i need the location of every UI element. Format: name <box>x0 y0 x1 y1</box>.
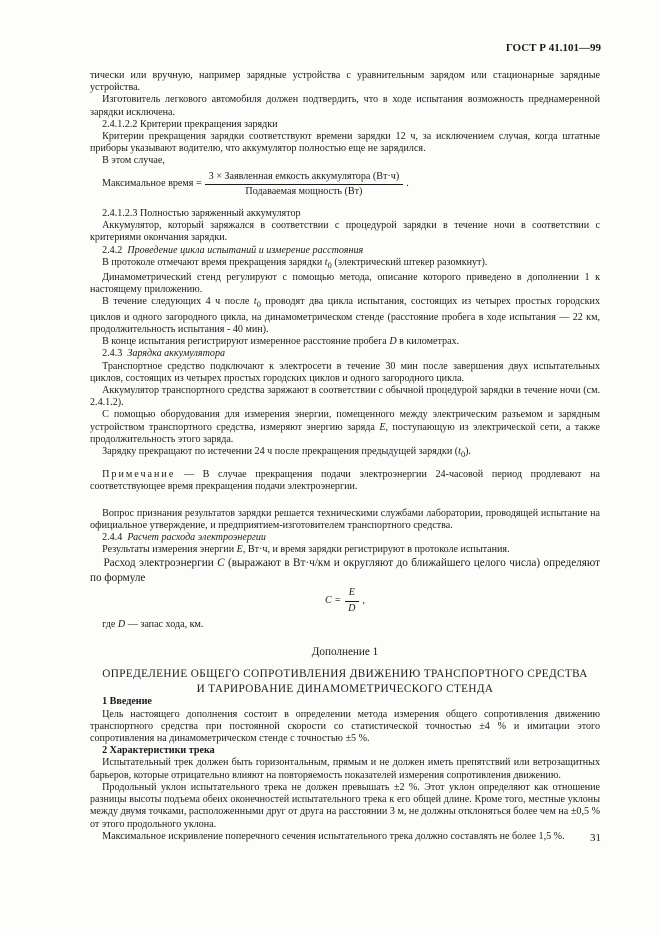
text-run: С помощью оборудования для измерения энергии, помещенного между электрическим разъемом и зарядным устройством транспортного средства, измеряют энергию заряда <box>90 409 600 433</box>
paragraph: Изготовитель легкового автомобиля должен подтвердить, что в ходе испытания возможность преднамеренной зарядки исключена. <box>90 94 600 118</box>
section-number: 2.4.3 <box>102 348 123 360</box>
formula-lhs: Максимальное время = <box>102 178 202 190</box>
section-heading-2-4-1-2-3: 2.4.1.2.3 Полностью заряженный аккумулятор <box>102 208 301 220</box>
text-run: Результаты измерения энергии <box>102 544 237 556</box>
text-run: , Вт·ч, и время зарядки регистрируют в протоколе испытания. <box>242 544 510 556</box>
paragraph <box>90 446 600 461</box>
symbol-c: C <box>217 557 225 570</box>
formula-numerator: 3 × Заявленная емкость аккумулятора (Вт·ч) <box>205 171 404 185</box>
formula-denominator: D <box>348 602 356 614</box>
paragraph: Критерии прекращения зарядки соответствуют времени зарядки 12 ч, за исключением случая, когда штатные приборы указывают водителю, что аккумулятор полностью еще не зарядился. <box>90 131 600 155</box>
section-number: 2.4.4 <box>102 531 123 543</box>
paragraph: Максимальное искривление поперечного сечения испытательного трека должно составлять не более 1,5 %. <box>102 830 565 842</box>
paragraph <box>90 544 600 556</box>
consumption-formula <box>90 587 600 614</box>
section-title: Зарядка аккумулятора <box>127 348 226 360</box>
subscript: 0 <box>460 449 466 459</box>
subscript: 0 <box>327 260 332 270</box>
paragraph: Транспортное средство подключают к электросети в течение 30 мин после завершения двух испытательных циклов, состоящих из четырех простых городских циклов и одного загородного цикла. <box>90 360 600 384</box>
appendix-title-line: И ТАРИРОВАНИЕ ДИНАМОМЕТРИЧЕСКОГО СТЕНДА <box>196 682 494 695</box>
text-run: , поступающую из электрической сети, а также продолжительность этого заряда. <box>90 421 601 445</box>
appendix-title <box>90 667 600 696</box>
section-heading-2-4-3 <box>90 348 600 360</box>
symbol-e: E <box>236 544 243 556</box>
text-run: ). <box>465 445 472 457</box>
section-title: Расчет расхода электроэнергии <box>127 531 266 543</box>
text-run: В протоколе отмечают время прекращения зарядки <box>102 256 325 268</box>
formula-tail: . <box>406 178 409 190</box>
max-time-formula <box>102 171 600 198</box>
section-heading-introduction: 1 Введение <box>102 696 152 708</box>
note-text: — В случае прекращения подачи электроэнергии 24-часовой период продлевают на соответствующее время прекращения подачи электроэнергии. <box>90 469 600 493</box>
note <box>90 469 600 493</box>
paragraph: Испытательный трек должен быть горизонтальным, прямым и не должен иметь препятствий или ветрозащитных барьеров, которые отрицательно влияют на повторяемость показателей измерения сопротивления движению. <box>90 757 600 781</box>
page-body <box>90 70 600 843</box>
paragraph <box>90 257 600 272</box>
text-run: В течение следующих 4 ч после <box>102 296 254 308</box>
symbol-t: t <box>324 256 328 268</box>
paragraph: тически или вручную, например зарядные устройства с уравнительным зарядом или стационарные зарядные устройства. <box>90 70 600 94</box>
symbol-d: D <box>117 618 126 630</box>
formula-fraction <box>344 587 359 614</box>
symbol-t: t <box>458 445 461 457</box>
section-heading-2-4-2 <box>90 245 600 257</box>
paragraph <box>90 296 600 336</box>
text-run: (выражают в Вт·ч/км и округляют до ближайшего целого числа) определяют по формуле <box>90 557 600 584</box>
paragraph: В этом случае, <box>102 155 165 167</box>
page-number: 31 <box>590 832 601 844</box>
document-code-header: ГОСТ Р 41.101—99 <box>505 42 601 54</box>
formula-numerator: E <box>345 587 359 601</box>
text-run: В конце испытания регистрируют измеренное расстояние пробега <box>102 336 390 348</box>
paragraph <box>90 409 600 446</box>
appendix-title-line: ОПРЕДЕЛЕНИЕ ОБЩЕГО СОПРОТИВЛЕНИЯ ДВИЖЕНИЮ ТРАНСПОРТНОГО СРЕДСТВА <box>102 668 588 681</box>
subscript: 0 <box>256 300 261 310</box>
paragraph: Аккумулятор транспортного средства заряжают в соответствии с обычной процедурой зарядки в течение ночи (см. 2.4.1.2). <box>90 384 600 409</box>
paragraph: Цель настоящего дополнения состоит в определении метода измерения общего сопротивления движению транспортного средства при постоянной скорости со статистической точностью ±4 % и имитации этого сопротивления на динамометрическом стенде с точностью ±5 %. <box>90 708 600 745</box>
paragraph: Динамометрический стенд регулируют с помощью метода, описание которого приведено в дополнении 1 к настоящему приложению. <box>90 272 600 296</box>
text-run: в километрах. <box>396 336 460 348</box>
text-run: — запас хода, км. <box>125 618 204 630</box>
symbol-e: E <box>379 421 386 433</box>
text-run: (электрический штекер разомкнут). <box>331 256 488 268</box>
section-title: Проведение цикла испытаний и измерение расстояния <box>127 244 364 256</box>
section-heading-track-characteristics: 2 Характеристики трека <box>102 745 215 757</box>
formula-lhs: C = <box>325 594 342 606</box>
appendix-label: Дополнение 1 <box>311 645 379 658</box>
text-run: Расход электроэнергии <box>103 557 218 570</box>
text-run: проводят два цикла испытания, состоящих из четырех простых городских циклов и одного загородного цикла, на динамометрическом стенде (расстояние пробега в ходе испытания — 22 км, продолжительность испытания - 40 мин). <box>90 296 600 335</box>
section-heading-2-4-4 <box>90 532 600 544</box>
formula-tail: , <box>362 594 365 606</box>
section-number: 2.4.2 <box>102 244 123 256</box>
symbol-t: t <box>253 296 257 308</box>
formula-denominator: Подаваемая мощность (Вт) <box>245 185 363 197</box>
text-run: где <box>102 618 118 630</box>
formula-fraction <box>205 171 404 198</box>
section-heading-2-4-1-2-2: 2.4.1.2.2 Критерии прекращения зарядки <box>102 118 278 130</box>
paragraph <box>90 556 600 585</box>
paragraph <box>90 336 600 348</box>
paragraph: Продольный уклон испытательного трека не должен превышать ±2 %. Этот уклон определяют как отношение разницы высоты подъема обеих оконечностей испытательного трека к его общей длине. Кроме того, местные уклоны между двумя точками, расположенными друг от друга на расстоянии 3 м, не должны отклоняться более чем на ±0,5 % от этого продольного уклона. <box>90 781 600 830</box>
text-run: Зарядку прекращают по истечении 24 ч после прекращения предыдущей зарядки ( <box>102 445 459 457</box>
paragraph <box>90 619 600 631</box>
symbol-d: D <box>389 336 397 348</box>
note-label: Примечание <box>102 469 176 481</box>
paragraph: Вопрос признания результатов зарядки решается техническими службами лаборатории, проводящей испытание на официальное утверждение, и предприятием-изготовителем транспортного средства. <box>90 507 600 531</box>
paragraph: Аккумулятор, который заряжался в соответствии с процедурой зарядки в течение ночи в соответствии с критериями окончания зарядки. <box>90 220 600 244</box>
